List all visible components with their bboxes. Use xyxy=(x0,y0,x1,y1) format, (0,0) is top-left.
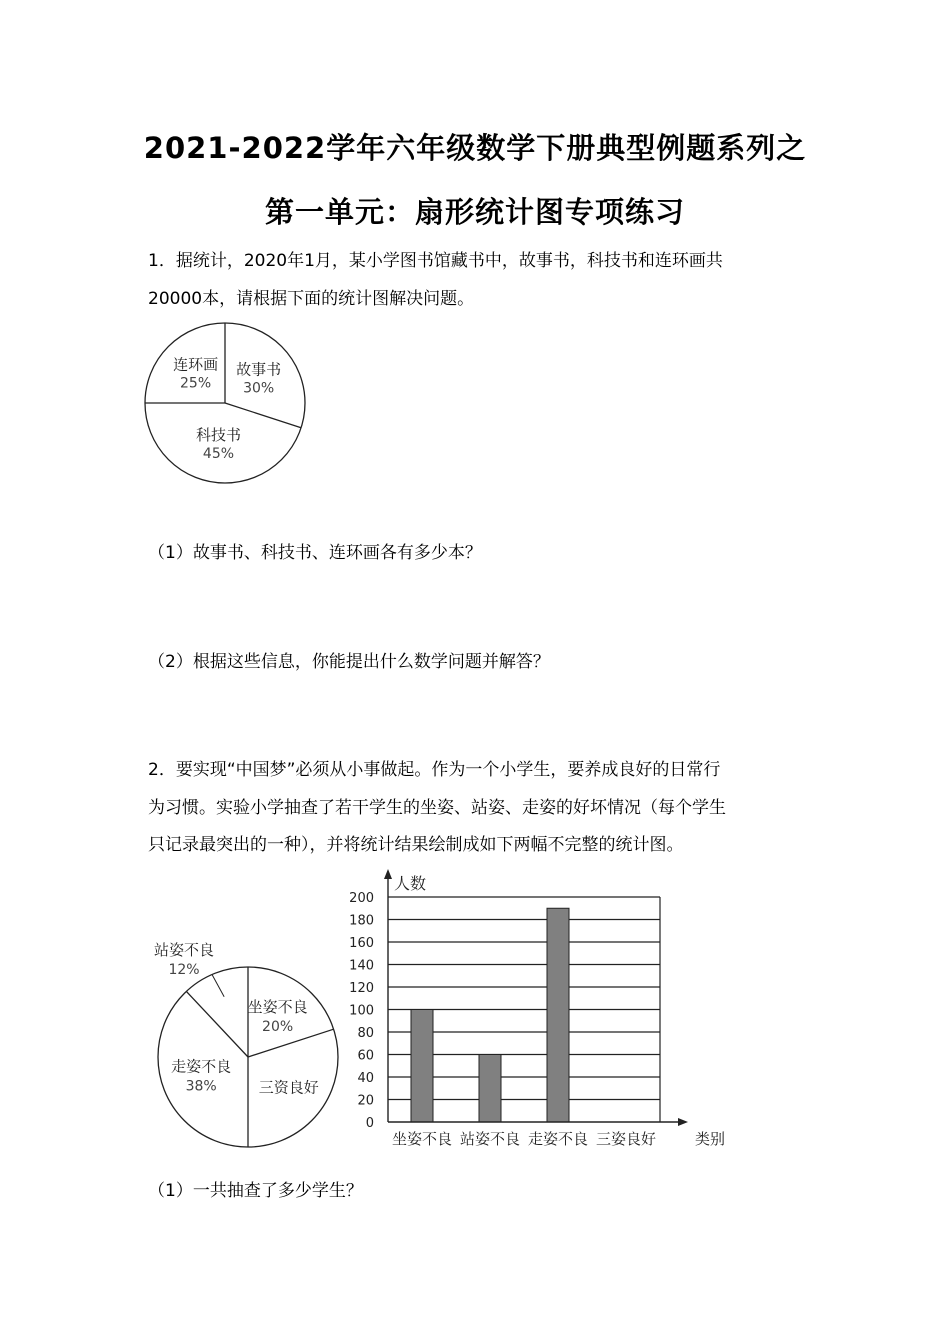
bar-x-axis-arrow xyxy=(678,1118,688,1126)
bar-y-axis-label: 人数 xyxy=(394,874,427,893)
bar-chart-posture xyxy=(340,865,730,1155)
pie1-slice-percent: 25% xyxy=(180,375,212,392)
bar-2 xyxy=(479,1055,501,1123)
q2-sub1: （1）一共抽查了多少学生？ xyxy=(148,1181,363,1201)
q2-text-line3: 只记录最突出的一种），并将统计结果绘制成如下两幅不完整的统计图。 xyxy=(148,835,684,855)
pie2-slice-percent: 20% xyxy=(262,1019,294,1036)
bar-ytick-label: 20 xyxy=(357,1093,374,1109)
bar-ytick-label: 180 xyxy=(349,913,374,929)
bar-y-axis-arrow xyxy=(384,869,392,879)
bar-category-label: 站姿不良 xyxy=(459,1130,521,1148)
bar-ytick-label: 100 xyxy=(349,1003,374,1019)
bar-ytick-label: 120 xyxy=(349,981,374,996)
pie1-slice-name: 故事书 xyxy=(236,360,282,379)
pie2-slice-percent: 12% xyxy=(168,962,200,978)
page-subtitle: 第一单元：扇形统计图专项练习 xyxy=(264,195,685,229)
pie2-slice-name: 站姿不良 xyxy=(153,941,215,959)
pie1-slice-name: 科技书 xyxy=(195,426,242,445)
bar-ytick-label: 40 xyxy=(357,1071,374,1086)
pie2-slice-percent: 38% xyxy=(185,1078,217,1095)
pie1-slice-percent: 30% xyxy=(243,380,275,397)
bar-ytick-label: 200 xyxy=(349,891,374,906)
q2-text-line1: 2．要实现“中国梦”必须从小事做起。作为一个小学生，要养成良好的日常行 xyxy=(148,760,721,780)
pie2-slice-name: 坐姿不良 xyxy=(247,998,308,1017)
pie-chart-books xyxy=(140,318,310,488)
bar-ytick-label: 140 xyxy=(349,958,374,974)
bar-ytick-label: 60 xyxy=(357,1048,374,1064)
bar-category-label: 三姿良好 xyxy=(595,1130,657,1148)
bar-ytick-label: 160 xyxy=(349,936,374,951)
q1-text-line2: 20000本，请根据下面的统计图解决问题。 xyxy=(148,289,475,309)
pie1-slice-name: 连环画 xyxy=(173,355,219,374)
q1-sub1: （1）故事书、科技书、连环画各有多少本？ xyxy=(148,543,482,563)
q1-sub2: （2）根据这些信息，你能提出什么数学问题并解答？ xyxy=(148,652,550,672)
pie-chart-posture xyxy=(140,930,340,1155)
page-title: 2021-2022学年六年级数学下册典型例题系列之 xyxy=(143,131,807,165)
q1-text-line1: 1．据统计，2020年1月，某小学图书馆藏书中，故事书，科技书和连环画共 xyxy=(148,251,723,271)
bar-x-axis-label: 类别 xyxy=(695,1130,726,1148)
bar-category-label: 坐姿不良 xyxy=(391,1130,453,1148)
pie2-slice-name: 三资良好 xyxy=(258,1078,319,1097)
pie2-slice-name: 走姿不良 xyxy=(171,1057,232,1076)
bar-ytick-label: 80 xyxy=(357,1026,374,1041)
bar-3 xyxy=(547,908,569,1122)
bar-1 xyxy=(411,1010,433,1123)
pie1-slice-percent: 45% xyxy=(202,446,235,463)
bar-ytick-label: 0 xyxy=(365,1116,374,1131)
q2-text-line2: 为习惯。实验小学抽查了若干学生的坐姿、站姿、走姿的好坏情况（每个学生 xyxy=(148,798,726,818)
bar-category-label: 走姿不良 xyxy=(527,1130,589,1148)
